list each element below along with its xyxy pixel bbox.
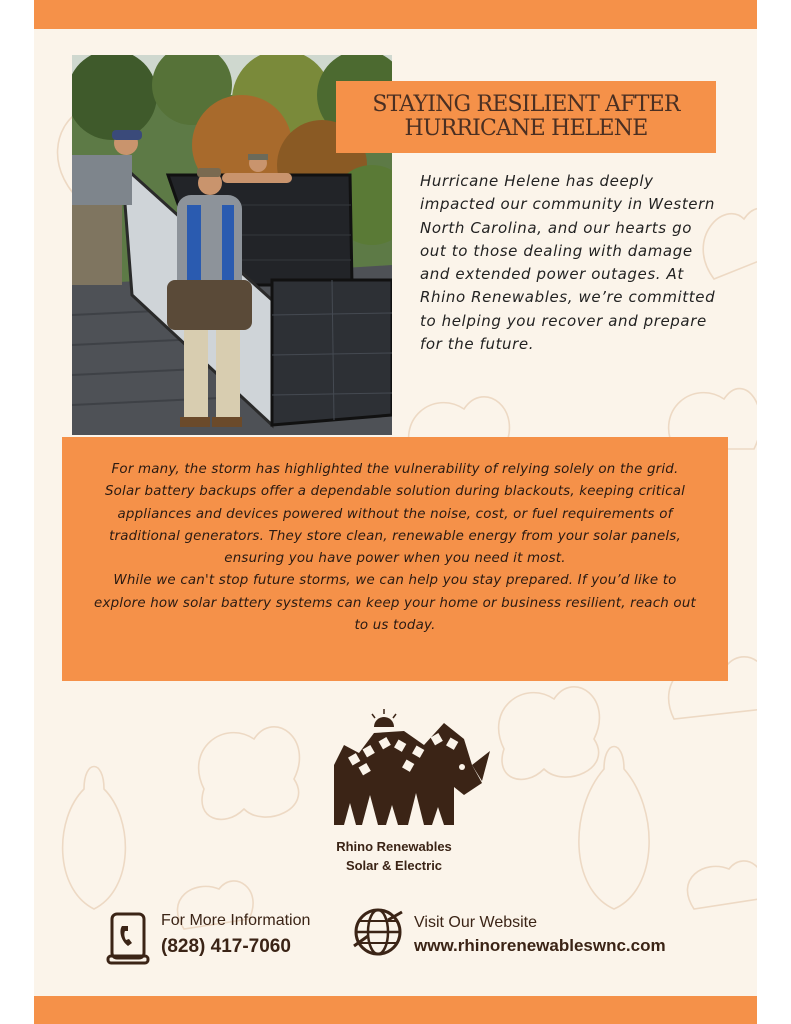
website-label: Visit Our Website — [414, 914, 538, 931]
leaf-outline — [687, 861, 757, 909]
leaf-outline — [199, 727, 300, 820]
intro-paragraph: Hurricane Helene has deeply impacted our community in Western North Carolina, and our hearts go out to those dealing with damage and extended power outages. At Rhino Renewables, we’re committed to helping you recover and prepare for the future. — [420, 172, 716, 354]
bottom-accent-band — [34, 996, 757, 1024]
page-title — [356, 93, 696, 141]
phone-label: For More Information — [161, 912, 311, 929]
gourd-outline — [63, 767, 126, 910]
phone-icon — [106, 912, 150, 966]
logo-line-1: Rhino Renewables — [336, 839, 452, 854]
phone-number-link[interactable]: (828) 417-7060 — [161, 936, 291, 957]
flyer-page — [34, 0, 757, 1024]
gourd-outline — [579, 747, 649, 910]
leaf-outline — [499, 687, 600, 780]
logo-text — [294, 837, 494, 875]
title-line-2: HURRICANE HELENE — [404, 116, 648, 141]
website-link[interactable]: www.rhinorenewableswnc.com — [414, 936, 666, 955]
body-panel — [62, 437, 728, 681]
title-banner — [336, 81, 716, 153]
globe-icon — [352, 906, 404, 958]
body-paragraph-1: For many, the storm has highlighted the vulnerability of relying solely on the grid. Solar battery backups offer a dependable solution during blackouts, keeping critical appliances and devices powered without the noise, cost, or fuel requirements of traditional generators. They store clean, renewable energy from your solar panels, ensuring you have power when you need it most. — [104, 462, 686, 567]
body-paragraph-2: While we can't stop future storms, we can help you stay prepared. If you’d like to explore how solar battery systems can keep your home or business resilient, reach out to us today. — [94, 573, 696, 634]
body-text — [62, 437, 728, 637]
top-accent-band — [34, 0, 757, 29]
logo-line-2: Solar & Electric — [345, 858, 443, 873]
title-line-1: STAYING RESILIENT AFTER — [372, 92, 680, 117]
